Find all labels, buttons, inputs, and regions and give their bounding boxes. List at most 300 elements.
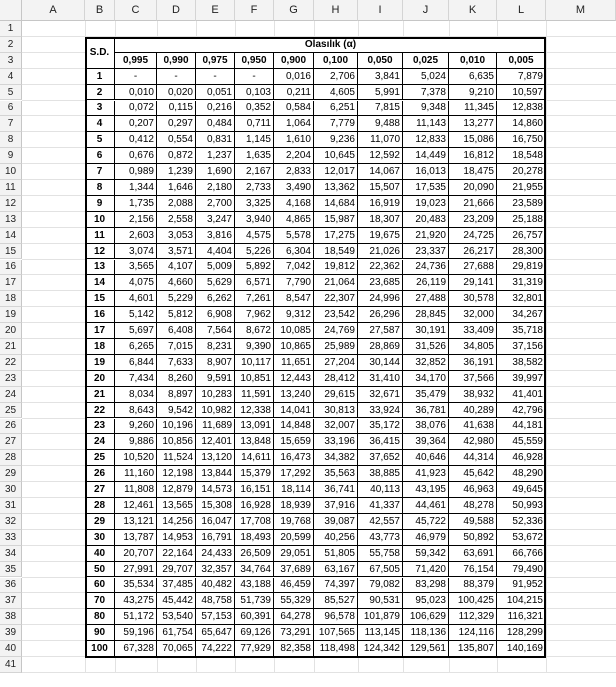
table-cell[interactable]: 91,952: [497, 578, 546, 594]
table-cell[interactable]: 12,338: [235, 403, 274, 419]
table-cell[interactable]: 15,086: [449, 132, 497, 148]
table-cell[interactable]: 45,559: [497, 434, 546, 450]
table-cell[interactable]: 6,262: [196, 291, 235, 307]
sd-value-cell[interactable]: 16: [85, 307, 115, 323]
table-cell[interactable]: 82,358: [274, 641, 314, 657]
alpha-header[interactable]: 0,005: [497, 53, 546, 69]
table-cell[interactable]: 29,051: [274, 546, 314, 562]
table-cell[interactable]: 5,697: [115, 323, 157, 339]
column-header-j[interactable]: J: [403, 0, 449, 21]
table-cell[interactable]: 39,997: [497, 371, 546, 387]
table-cell[interactable]: 41,923: [403, 466, 449, 482]
row-header-2[interactable]: 2: [0, 37, 22, 53]
sd-value-cell[interactable]: 15: [85, 291, 115, 307]
table-cell[interactable]: 8,034: [115, 387, 157, 403]
table-cell[interactable]: 34,764: [235, 562, 274, 578]
table-cell[interactable]: 7,015: [157, 339, 196, 355]
row-header-17[interactable]: 17: [0, 275, 22, 291]
table-cell[interactable]: 37,916: [314, 498, 358, 514]
sd-value-cell[interactable]: 90: [85, 625, 115, 641]
table-cell[interactable]: 18,475: [449, 164, 497, 180]
table-cell[interactable]: 104,215: [497, 593, 546, 609]
table-cell[interactable]: 73,291: [274, 625, 314, 641]
table-cell[interactable]: 2,700: [196, 196, 235, 212]
table-cell[interactable]: 11,070: [358, 132, 403, 148]
table-cell[interactable]: 6,635: [449, 69, 497, 85]
row-header-21[interactable]: 21: [0, 339, 22, 355]
table-cell[interactable]: 15,379: [235, 466, 274, 482]
table-cell[interactable]: 34,170: [403, 371, 449, 387]
table-cell[interactable]: 8,672: [235, 323, 274, 339]
sd-value-cell[interactable]: 3: [85, 101, 115, 117]
table-cell[interactable]: 11,651: [274, 355, 314, 371]
table-cell[interactable]: 118,136: [403, 625, 449, 641]
table-cell[interactable]: 32,671: [358, 387, 403, 403]
table-cell[interactable]: 11,345: [449, 101, 497, 117]
row-header-36[interactable]: 36: [0, 578, 22, 594]
alpha-header[interactable]: 0,010: [449, 53, 497, 69]
table-cell[interactable]: 83,298: [403, 578, 449, 594]
table-cell[interactable]: 44,314: [449, 450, 497, 466]
column-header-g[interactable]: G: [274, 0, 314, 21]
table-cell[interactable]: 22,362: [358, 260, 403, 276]
table-cell[interactable]: 24,725: [449, 228, 497, 244]
table-cell[interactable]: 5,142: [115, 307, 157, 323]
table-cell[interactable]: 4,605: [314, 85, 358, 101]
table-cell[interactable]: 2,167: [235, 164, 274, 180]
table-cell[interactable]: 2,706: [314, 69, 358, 85]
table-cell[interactable]: 2,558: [157, 212, 196, 228]
table-cell[interactable]: 37,485: [157, 578, 196, 594]
column-header-c[interactable]: C: [115, 0, 157, 21]
sd-header[interactable]: S.D.: [85, 37, 115, 69]
table-cell[interactable]: 31,410: [358, 371, 403, 387]
sd-value-cell[interactable]: 22: [85, 403, 115, 419]
table-cell[interactable]: 40,113: [358, 482, 403, 498]
table-cell[interactable]: 6,908: [196, 307, 235, 323]
table-cell[interactable]: 29,141: [449, 275, 497, 291]
table-cell[interactable]: 1,646: [157, 180, 196, 196]
column-header-k[interactable]: K: [449, 0, 497, 21]
table-cell[interactable]: 135,807: [449, 641, 497, 657]
table-cell[interactable]: 50,892: [449, 530, 497, 546]
sd-value-cell[interactable]: 26: [85, 466, 115, 482]
column-header-e[interactable]: E: [196, 0, 235, 21]
table-cell[interactable]: 7,790: [274, 275, 314, 291]
table-cell[interactable]: -: [196, 69, 235, 85]
table-cell[interactable]: 19,023: [403, 196, 449, 212]
table-cell[interactable]: 46,979: [403, 530, 449, 546]
table-cell[interactable]: 19,768: [274, 514, 314, 530]
table-cell[interactable]: 35,718: [497, 323, 546, 339]
probability-title[interactable]: Olasılık (α): [115, 37, 546, 53]
table-cell[interactable]: 0,020: [157, 85, 196, 101]
table-cell[interactable]: 23,209: [449, 212, 497, 228]
table-cell[interactable]: 33,924: [358, 403, 403, 419]
table-cell[interactable]: 55,329: [274, 593, 314, 609]
alpha-header[interactable]: 0,900: [274, 53, 314, 69]
table-cell[interactable]: 24,769: [314, 323, 358, 339]
table-cell[interactable]: 106,629: [403, 609, 449, 625]
table-cell[interactable]: 1,735: [115, 196, 157, 212]
table-cell[interactable]: 0,216: [196, 101, 235, 117]
table-cell[interactable]: 17,535: [403, 180, 449, 196]
table-cell[interactable]: 10,851: [235, 371, 274, 387]
table-cell[interactable]: 12,461: [115, 498, 157, 514]
table-cell[interactable]: 12,401: [196, 434, 235, 450]
table-cell[interactable]: 30,813: [314, 403, 358, 419]
table-cell[interactable]: 21,955: [497, 180, 546, 196]
sd-value-cell[interactable]: 13: [85, 260, 115, 276]
table-cell[interactable]: 16,791: [196, 530, 235, 546]
table-cell[interactable]: 16,013: [403, 164, 449, 180]
table-cell[interactable]: 0,554: [157, 132, 196, 148]
table-cell[interactable]: 18,939: [274, 498, 314, 514]
table-cell[interactable]: 10,117: [235, 355, 274, 371]
table-cell[interactable]: 18,493: [235, 530, 274, 546]
table-cell[interactable]: 16,919: [358, 196, 403, 212]
table-cell[interactable]: 26,119: [403, 275, 449, 291]
table-cell[interactable]: 3,571: [157, 244, 196, 260]
table-cell[interactable]: 14,041: [274, 403, 314, 419]
table-cell[interactable]: 59,342: [403, 546, 449, 562]
table-cell[interactable]: 49,645: [497, 482, 546, 498]
table-cell[interactable]: 50,993: [497, 498, 546, 514]
table-cell[interactable]: 0,584: [274, 101, 314, 117]
table-cell[interactable]: 0,051: [196, 85, 235, 101]
sd-value-cell[interactable]: 28: [85, 498, 115, 514]
row-header-39[interactable]: 39: [0, 625, 22, 641]
table-cell[interactable]: 16,928: [235, 498, 274, 514]
table-cell[interactable]: -: [157, 69, 196, 85]
row-header-8[interactable]: 8: [0, 132, 22, 148]
table-cell[interactable]: 67,505: [358, 562, 403, 578]
sd-value-cell[interactable]: 23: [85, 419, 115, 435]
row-header-23[interactable]: 23: [0, 371, 22, 387]
table-cell[interactable]: 10,283: [196, 387, 235, 403]
table-cell[interactable]: 16,750: [497, 132, 546, 148]
table-cell[interactable]: 32,357: [196, 562, 235, 578]
table-cell[interactable]: 34,267: [497, 307, 546, 323]
column-header-f[interactable]: F: [235, 0, 274, 21]
table-cell[interactable]: 74,397: [314, 578, 358, 594]
table-cell[interactable]: 67,328: [115, 641, 157, 657]
table-cell[interactable]: 10,856: [157, 434, 196, 450]
table-cell[interactable]: 17,708: [235, 514, 274, 530]
row-header-41[interactable]: 41: [0, 657, 22, 673]
table-cell[interactable]: 4,404: [196, 244, 235, 260]
table-cell[interactable]: 26,217: [449, 244, 497, 260]
table-cell[interactable]: 3,325: [235, 196, 274, 212]
table-cell[interactable]: 118,498: [314, 641, 358, 657]
sd-value-cell[interactable]: 80: [85, 609, 115, 625]
table-cell[interactable]: 9,260: [115, 419, 157, 435]
table-cell[interactable]: 44,461: [403, 498, 449, 514]
row-header-4[interactable]: 4: [0, 69, 22, 85]
table-cell[interactable]: 18,548: [497, 148, 546, 164]
table-cell[interactable]: 46,963: [449, 482, 497, 498]
table-cell[interactable]: 35,563: [314, 466, 358, 482]
table-cell[interactable]: 35,534: [115, 578, 157, 594]
table-cell[interactable]: 13,240: [274, 387, 314, 403]
table-cell[interactable]: 29,819: [497, 260, 546, 276]
table-cell[interactable]: 70,065: [157, 641, 196, 657]
table-cell[interactable]: 0,352: [235, 101, 274, 117]
table-cell[interactable]: 112,329: [449, 609, 497, 625]
table-cell[interactable]: 14,256: [157, 514, 196, 530]
table-cell[interactable]: 7,564: [196, 323, 235, 339]
table-cell[interactable]: 15,659: [274, 434, 314, 450]
table-cell[interactable]: 37,652: [358, 450, 403, 466]
table-cell[interactable]: 49,588: [449, 514, 497, 530]
table-cell[interactable]: 13,844: [196, 466, 235, 482]
row-header-12[interactable]: 12: [0, 196, 22, 212]
row-header-33[interactable]: 33: [0, 530, 22, 546]
table-cell[interactable]: 52,336: [497, 514, 546, 530]
table-cell[interactable]: 20,090: [449, 180, 497, 196]
table-cell[interactable]: 29,707: [157, 562, 196, 578]
table-cell[interactable]: 3,816: [196, 228, 235, 244]
table-cell[interactable]: 26,757: [497, 228, 546, 244]
table-cell[interactable]: 124,342: [358, 641, 403, 657]
table-cell[interactable]: 69,126: [235, 625, 274, 641]
table-cell[interactable]: 45,642: [449, 466, 497, 482]
table-cell[interactable]: 0,072: [115, 101, 157, 117]
table-cell[interactable]: 48,758: [196, 593, 235, 609]
table-cell[interactable]: 40,482: [196, 578, 235, 594]
table-cell[interactable]: 24,433: [196, 546, 235, 562]
table-cell[interactable]: 12,443: [274, 371, 314, 387]
table-cell[interactable]: 6,304: [274, 244, 314, 260]
table-cell[interactable]: 5,812: [157, 307, 196, 323]
table-cell[interactable]: 53,672: [497, 530, 546, 546]
table-cell[interactable]: 63,167: [314, 562, 358, 578]
table-cell[interactable]: 30,191: [403, 323, 449, 339]
table-cell[interactable]: 14,953: [157, 530, 196, 546]
sd-value-cell[interactable]: 4: [85, 116, 115, 132]
row-header-34[interactable]: 34: [0, 546, 22, 562]
row-header-6[interactable]: 6: [0, 101, 22, 117]
table-cell[interactable]: 10,645: [314, 148, 358, 164]
row-header-28[interactable]: 28: [0, 450, 22, 466]
table-cell[interactable]: 61,754: [157, 625, 196, 641]
table-cell[interactable]: 25,989: [314, 339, 358, 355]
table-cell[interactable]: 9,488: [358, 116, 403, 132]
table-cell[interactable]: 41,337: [358, 498, 403, 514]
table-cell[interactable]: 79,490: [497, 562, 546, 578]
row-header-25[interactable]: 25: [0, 403, 22, 419]
table-cell[interactable]: 55,758: [358, 546, 403, 562]
table-cell[interactable]: 13,091: [235, 419, 274, 435]
table-cell[interactable]: 30,578: [449, 291, 497, 307]
table-cell[interactable]: 42,980: [449, 434, 497, 450]
table-cell[interactable]: 32,007: [314, 419, 358, 435]
table-cell[interactable]: 24,736: [403, 260, 449, 276]
table-cell[interactable]: 2,180: [196, 180, 235, 196]
row-header-9[interactable]: 9: [0, 148, 22, 164]
table-cell[interactable]: 14,860: [497, 116, 546, 132]
table-cell[interactable]: 23,589: [497, 196, 546, 212]
row-header-37[interactable]: 37: [0, 593, 22, 609]
table-cell[interactable]: 12,833: [403, 132, 449, 148]
table-cell[interactable]: 33,196: [314, 434, 358, 450]
table-cell[interactable]: 16,473: [274, 450, 314, 466]
table-cell[interactable]: 14,611: [235, 450, 274, 466]
table-cell[interactable]: 88,379: [449, 578, 497, 594]
table-cell[interactable]: 19,812: [314, 260, 358, 276]
table-cell[interactable]: 11,524: [157, 450, 196, 466]
table-cell[interactable]: 17,292: [274, 466, 314, 482]
row-header-26[interactable]: 26: [0, 419, 22, 435]
table-cell[interactable]: 7,962: [235, 307, 274, 323]
table-cell[interactable]: 21,666: [449, 196, 497, 212]
sd-value-cell[interactable]: 17: [85, 323, 115, 339]
table-cell[interactable]: 95,023: [403, 593, 449, 609]
table-cell[interactable]: 42,796: [497, 403, 546, 419]
row-header-3[interactable]: 3: [0, 53, 22, 69]
table-cell[interactable]: 60,391: [235, 609, 274, 625]
table-cell[interactable]: 10,597: [497, 85, 546, 101]
table-cell[interactable]: 34,382: [314, 450, 358, 466]
table-cell[interactable]: 33,409: [449, 323, 497, 339]
column-header-m[interactable]: M: [546, 0, 616, 21]
table-cell[interactable]: 35,172: [358, 419, 403, 435]
row-header-18[interactable]: 18: [0, 291, 22, 307]
table-cell[interactable]: 1,690: [196, 164, 235, 180]
table-cell[interactable]: 11,143: [403, 116, 449, 132]
table-cell[interactable]: 5,892: [235, 260, 274, 276]
table-cell[interactable]: 14,848: [274, 419, 314, 435]
sd-value-cell[interactable]: 8: [85, 180, 115, 196]
table-cell[interactable]: 44,181: [497, 419, 546, 435]
table-cell[interactable]: 37,689: [274, 562, 314, 578]
table-cell[interactable]: 5,226: [235, 244, 274, 260]
table-cell[interactable]: 32,000: [449, 307, 497, 323]
table-cell[interactable]: 37,566: [449, 371, 497, 387]
table-cell[interactable]: 28,412: [314, 371, 358, 387]
table-cell[interactable]: 7,378: [403, 85, 449, 101]
table-cell[interactable]: 8,897: [157, 387, 196, 403]
table-cell[interactable]: 14,573: [196, 482, 235, 498]
table-cell[interactable]: 30,144: [358, 355, 403, 371]
table-cell[interactable]: 3,490: [274, 180, 314, 196]
table-cell[interactable]: 13,787: [115, 530, 157, 546]
table-cell[interactable]: 10,520: [115, 450, 157, 466]
sd-value-cell[interactable]: 10: [85, 212, 115, 228]
table-cell[interactable]: 140,169: [497, 641, 546, 657]
table-cell[interactable]: 43,188: [235, 578, 274, 594]
table-cell[interactable]: 71,420: [403, 562, 449, 578]
table-cell[interactable]: 0,115: [157, 101, 196, 117]
table-cell[interactable]: 124,116: [449, 625, 497, 641]
row-header-13[interactable]: 13: [0, 212, 22, 228]
row-header-5[interactable]: 5: [0, 85, 22, 101]
table-cell[interactable]: 35,479: [403, 387, 449, 403]
table-cell[interactable]: 3,841: [358, 69, 403, 85]
sd-value-cell[interactable]: 30: [85, 530, 115, 546]
table-cell[interactable]: 16,812: [449, 148, 497, 164]
table-cell[interactable]: 4,660: [157, 275, 196, 291]
table-cell[interactable]: 7,042: [274, 260, 314, 276]
sd-value-cell[interactable]: 70: [85, 593, 115, 609]
sd-value-cell[interactable]: 12: [85, 244, 115, 260]
table-cell[interactable]: 51,805: [314, 546, 358, 562]
table-cell[interactable]: 40,256: [314, 530, 358, 546]
table-cell[interactable]: 14,067: [358, 164, 403, 180]
table-cell[interactable]: 6,251: [314, 101, 358, 117]
table-cell[interactable]: 5,024: [403, 69, 449, 85]
table-cell[interactable]: 0,103: [235, 85, 274, 101]
table-cell[interactable]: 9,210: [449, 85, 497, 101]
table-cell[interactable]: 19,675: [358, 228, 403, 244]
table-cell[interactable]: 4,168: [274, 196, 314, 212]
row-header-24[interactable]: 24: [0, 387, 22, 403]
row-header-29[interactable]: 29: [0, 466, 22, 482]
table-cell[interactable]: 16,047: [196, 514, 235, 530]
sd-value-cell[interactable]: 7: [85, 164, 115, 180]
table-cell[interactable]: 2,833: [274, 164, 314, 180]
table-cell[interactable]: 66,766: [497, 546, 546, 562]
row-header-10[interactable]: 10: [0, 164, 22, 180]
table-cell[interactable]: 3,053: [157, 228, 196, 244]
table-cell[interactable]: 1,239: [157, 164, 196, 180]
table-cell[interactable]: 2,733: [235, 180, 274, 196]
table-cell[interactable]: 7,779: [314, 116, 358, 132]
table-cell[interactable]: 37,156: [497, 339, 546, 355]
row-header-19[interactable]: 19: [0, 307, 22, 323]
table-cell[interactable]: 39,364: [403, 434, 449, 450]
table-cell[interactable]: 13,565: [157, 498, 196, 514]
table-cell[interactable]: 27,587: [358, 323, 403, 339]
row-header-35[interactable]: 35: [0, 562, 22, 578]
table-cell[interactable]: 48,278: [449, 498, 497, 514]
select-all-corner[interactable]: [0, 0, 22, 21]
table-cell[interactable]: 20,707: [115, 546, 157, 562]
table-cell[interactable]: 0,016: [274, 69, 314, 85]
table-cell[interactable]: 5,009: [196, 260, 235, 276]
table-cell[interactable]: 7,434: [115, 371, 157, 387]
table-cell[interactable]: 74,222: [196, 641, 235, 657]
table-cell[interactable]: 23,337: [403, 244, 449, 260]
table-cell[interactable]: 23,542: [314, 307, 358, 323]
table-cell[interactable]: 7,815: [358, 101, 403, 117]
table-cell[interactable]: 11,808: [115, 482, 157, 498]
sd-value-cell[interactable]: 40: [85, 546, 115, 562]
table-cell[interactable]: 18,114: [274, 482, 314, 498]
table-cell[interactable]: 100,425: [449, 593, 497, 609]
sd-value-cell[interactable]: 19: [85, 355, 115, 371]
table-cell[interactable]: 53,540: [157, 609, 196, 625]
table-cell[interactable]: 18,307: [358, 212, 403, 228]
table-cell[interactable]: 12,198: [157, 466, 196, 482]
table-cell[interactable]: 3,565: [115, 260, 157, 276]
table-cell[interactable]: 45,442: [157, 593, 196, 609]
table-cell[interactable]: 2,156: [115, 212, 157, 228]
row-header-22[interactable]: 22: [0, 355, 22, 371]
table-cell[interactable]: -: [115, 69, 157, 85]
table-cell[interactable]: 9,390: [235, 339, 274, 355]
table-cell[interactable]: 3,940: [235, 212, 274, 228]
table-cell[interactable]: 0,989: [115, 164, 157, 180]
row-header-31[interactable]: 31: [0, 498, 22, 514]
table-cell[interactable]: 32,852: [403, 355, 449, 371]
table-cell[interactable]: 8,260: [157, 371, 196, 387]
sd-value-cell[interactable]: 60: [85, 578, 115, 594]
table-cell[interactable]: 9,312: [274, 307, 314, 323]
row-header-30[interactable]: 30: [0, 482, 22, 498]
column-header-d[interactable]: D: [157, 0, 196, 21]
sd-value-cell[interactable]: 24: [85, 434, 115, 450]
